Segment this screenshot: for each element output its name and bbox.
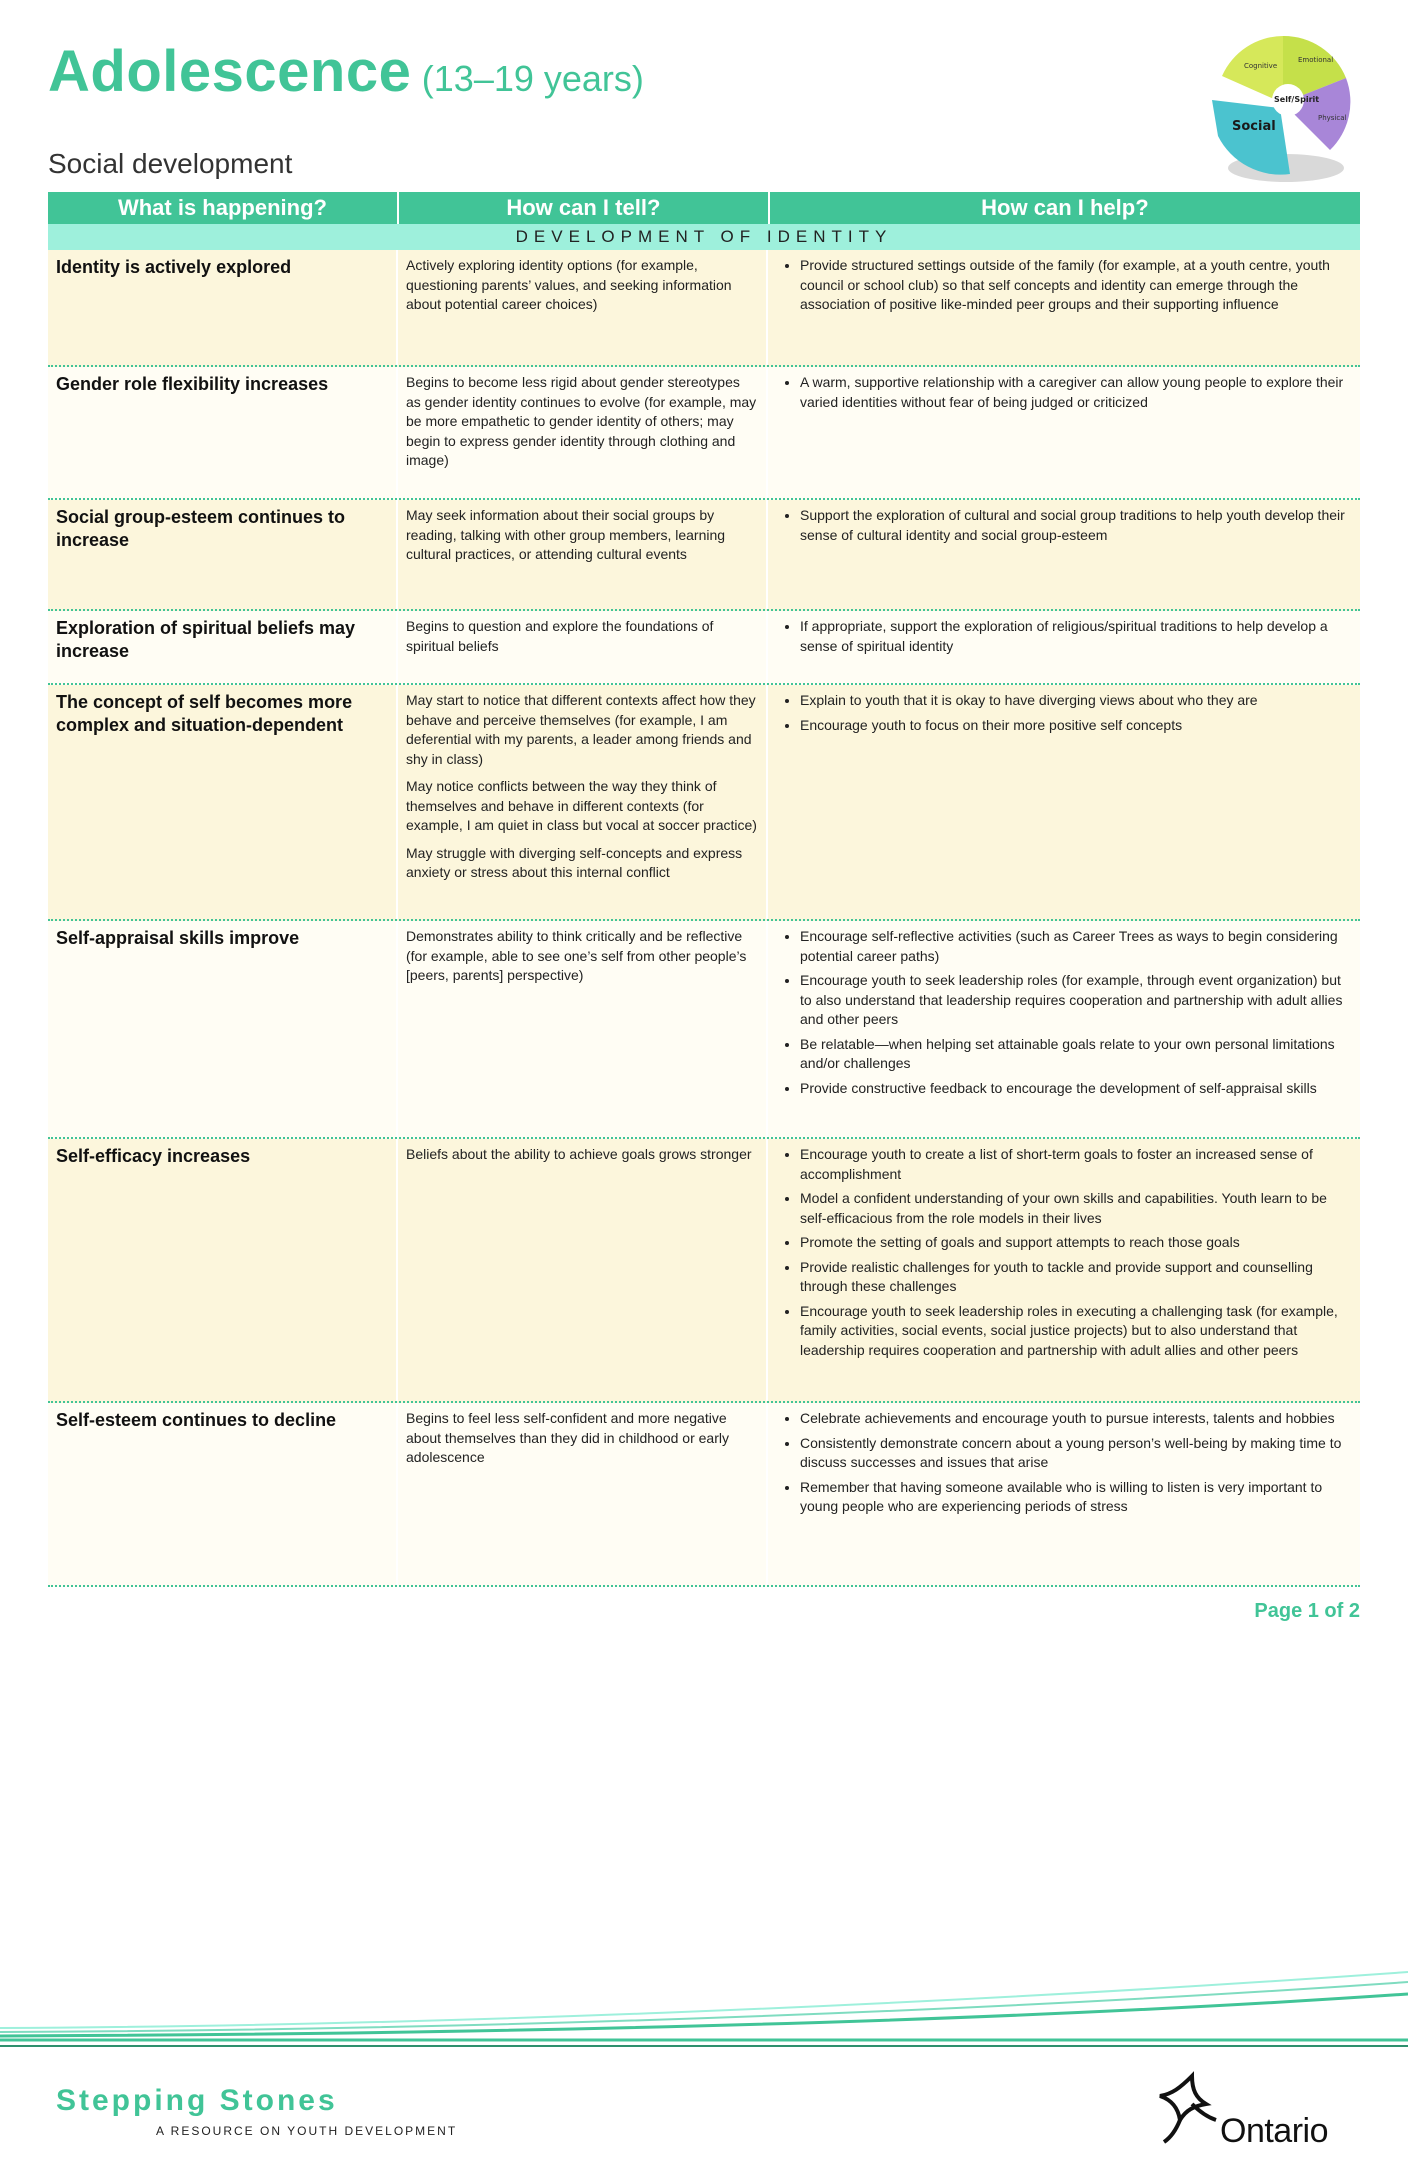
page-title: Adolescence bbox=[48, 39, 412, 104]
help-item: • Remember that having someone available who is willing to listen is very important to young people who are experiencing periods of stress bbox=[800, 1478, 1352, 1517]
column-header-help: How can I help? bbox=[981, 195, 1149, 220]
brand-name: Stepping Stones bbox=[56, 2084, 338, 2117]
help-cell bbox=[768, 367, 1360, 498]
what-cell: Self-appraisal skills improve bbox=[48, 921, 398, 1137]
help-item: • A warm, supportive relationship with a caregiver can allow young people to explore their varied identities without fear of being judged or criticized bbox=[800, 373, 1352, 412]
help-cell bbox=[768, 1403, 1360, 1585]
help-item: • If appropriate, support the exploration of religious/spiritual traditions to help develop a sense of spiritual identity bbox=[800, 617, 1352, 656]
help-item: • Consistently demonstrate concern about a young person’s well-being by making time to discuss successes and issues that arise bbox=[800, 1434, 1352, 1473]
column-header-tell: How can I tell? bbox=[399, 192, 770, 224]
help-cell bbox=[768, 611, 1360, 683]
table-row bbox=[48, 1139, 1360, 1403]
help-item: • Provide structured settings outside of the family (for example, at a youth centre, youth council or school club) so that self concepts and identity can emerge through the association of positive like-minded peer groups and their supporting influence bbox=[800, 256, 1352, 315]
tell-cell bbox=[398, 921, 768, 1137]
table-row bbox=[48, 250, 1360, 367]
table-row bbox=[48, 921, 1360, 1139]
table-row bbox=[48, 1403, 1360, 1587]
tell-text: May struggle with diverging self-concepts and express anxiety or stress about this internal conflict bbox=[406, 844, 743, 880]
tell-cell bbox=[398, 367, 768, 498]
table-row bbox=[48, 500, 1360, 611]
section-title: Social development bbox=[48, 148, 293, 179]
tell-text: May start to notice that different contexts affect how they behave and perceive themselves (for example, I am deferential with my parents, a leader among friends and shy in class) bbox=[406, 692, 756, 767]
what-cell: Exploration of spiritual beliefs may increase bbox=[48, 611, 398, 683]
what-cell: Self-efficacy increases bbox=[48, 1139, 398, 1401]
tell-text: May seek information about their social groups by reading, talking with other group members, learning cultural practices, or attending cultural events bbox=[406, 507, 726, 562]
table-header bbox=[48, 192, 1360, 224]
help-item: • Support the exploration of cultural and social group traditions to help youth develop their sense of cultural identity and social group-esteem bbox=[800, 506, 1352, 545]
page-number: Page 1 of 2 bbox=[1254, 1600, 1360, 1622]
tell-cell bbox=[398, 1403, 768, 1585]
footer-wave-decoration bbox=[0, 1968, 1408, 2048]
help-item: • Encourage youth to seek leadership roles in executing a challenging task (for example, family activities, social events, social justice projects) but to also understand that leadership requires cooperation and partnership with adult allies and other peers bbox=[800, 1302, 1352, 1361]
wheel-label-social: Social bbox=[1232, 119, 1276, 134]
what-cell: Gender role flexibility increases bbox=[48, 367, 398, 498]
tell-text: Actively exploring identity options (for example, questioning parents’ values, and seeking information about potential career choices) bbox=[406, 257, 732, 312]
tell-text: Begins to become less rigid about gender stereotypes as gender identity continues to evolve (for example, may be more empathetic to gender identity of others; may begin to express gender identity through clothing and image) bbox=[406, 374, 757, 468]
tell-cell bbox=[398, 500, 768, 609]
tell-text: Begins to question and explore the foundations of spiritual beliefs bbox=[406, 618, 714, 654]
help-item: • Encourage youth to focus on their more positive self concepts bbox=[800, 716, 1352, 736]
what-cell: Social group-esteem continues to increase bbox=[48, 500, 398, 609]
page-header bbox=[48, 38, 644, 105]
help-item: • Model a confident understanding of your own skills and capabilities. Youth learn to be self-efficacious from the role models in their lives bbox=[800, 1189, 1352, 1228]
help-cell bbox=[768, 250, 1360, 365]
table-row bbox=[48, 367, 1360, 500]
help-item: • Celebrate achievements and encourage youth to pursue interests, talents and hobbies bbox=[800, 1409, 1352, 1429]
tell-text: Beliefs about the ability to achieve goals grows stronger bbox=[406, 1146, 752, 1162]
table-row bbox=[48, 611, 1360, 685]
page-subtitle: (13–19 years) bbox=[421, 58, 644, 99]
wheel-label-emotional: Emotional bbox=[1298, 56, 1334, 64]
wheel-label-cognitive: Cognitive bbox=[1244, 62, 1278, 70]
brand-tagline: A RESOURCE ON YOUTH DEVELOPMENT bbox=[156, 2124, 458, 2138]
help-item: • Encourage youth to create a list of short-term goals to foster an increased sense of accomplishment bbox=[800, 1145, 1352, 1184]
help-item: • Provide realistic challenges for youth to tackle and provide support and counselling through these challenges bbox=[800, 1258, 1352, 1297]
table-row bbox=[48, 685, 1360, 921]
section-band: DEVELOPMENT OF IDENTITY bbox=[48, 224, 1360, 250]
development-wheel-icon bbox=[1208, 28, 1358, 193]
tell-cell bbox=[398, 250, 768, 365]
help-cell bbox=[768, 500, 1360, 609]
tell-cell bbox=[398, 611, 768, 683]
development-table bbox=[48, 192, 1360, 1587]
tell-cell bbox=[398, 685, 768, 919]
help-item: • Explain to youth that it is okay to have diverging views about who they are bbox=[800, 691, 1352, 711]
what-cell: Identity is actively explored bbox=[48, 250, 398, 365]
column-header-what: What is happening? bbox=[48, 192, 399, 224]
help-item: • Encourage youth to seek leadership roles (for example, through event organization) but to also understand that leadership requires cooperation and partnership with adult allies and other peers bbox=[800, 971, 1352, 1030]
wheel-label-self-spirit: Self/Spirit bbox=[1274, 95, 1320, 104]
ontario-wordmark: Ontario bbox=[1220, 2112, 1328, 2150]
tell-text: May notice conflicts between the way they think of themselves and behave in different contexts (for example, I am quiet in class but vocal at soccer practice) bbox=[406, 778, 757, 833]
stepping-stones-logo bbox=[56, 2084, 457, 2138]
wheel-label-physical: Physical bbox=[1318, 114, 1347, 122]
tell-text: Begins to feel less self-confident and more negative about themselves than they did in childhood or early adolescence bbox=[406, 1410, 729, 1465]
help-cell bbox=[768, 921, 1360, 1137]
help-item: • Promote the setting of goals and support attempts to reach those goals bbox=[800, 1233, 1352, 1253]
help-item: • Provide constructive feedback to encourage the development of self-appraisal skills bbox=[800, 1079, 1352, 1099]
help-item: • Encourage self-reflective activities (such as Career Trees as ways to begin considering potential career paths) bbox=[800, 927, 1352, 966]
help-item: • Be relatable—when helping set attainable goals relate to your own personal limitations and/or challenges bbox=[800, 1035, 1352, 1074]
help-cell bbox=[768, 685, 1360, 919]
what-cell: Self-esteem continues to decline bbox=[48, 1403, 398, 1585]
what-cell: The concept of self becomes more complex and situation-dependent bbox=[48, 685, 398, 919]
tell-text: Demonstrates ability to think critically and be reflective (for example, able to see one’s self from other people’s [peers, parents] perspective) bbox=[406, 928, 747, 983]
tell-cell bbox=[398, 1139, 768, 1401]
help-cell bbox=[768, 1139, 1360, 1401]
